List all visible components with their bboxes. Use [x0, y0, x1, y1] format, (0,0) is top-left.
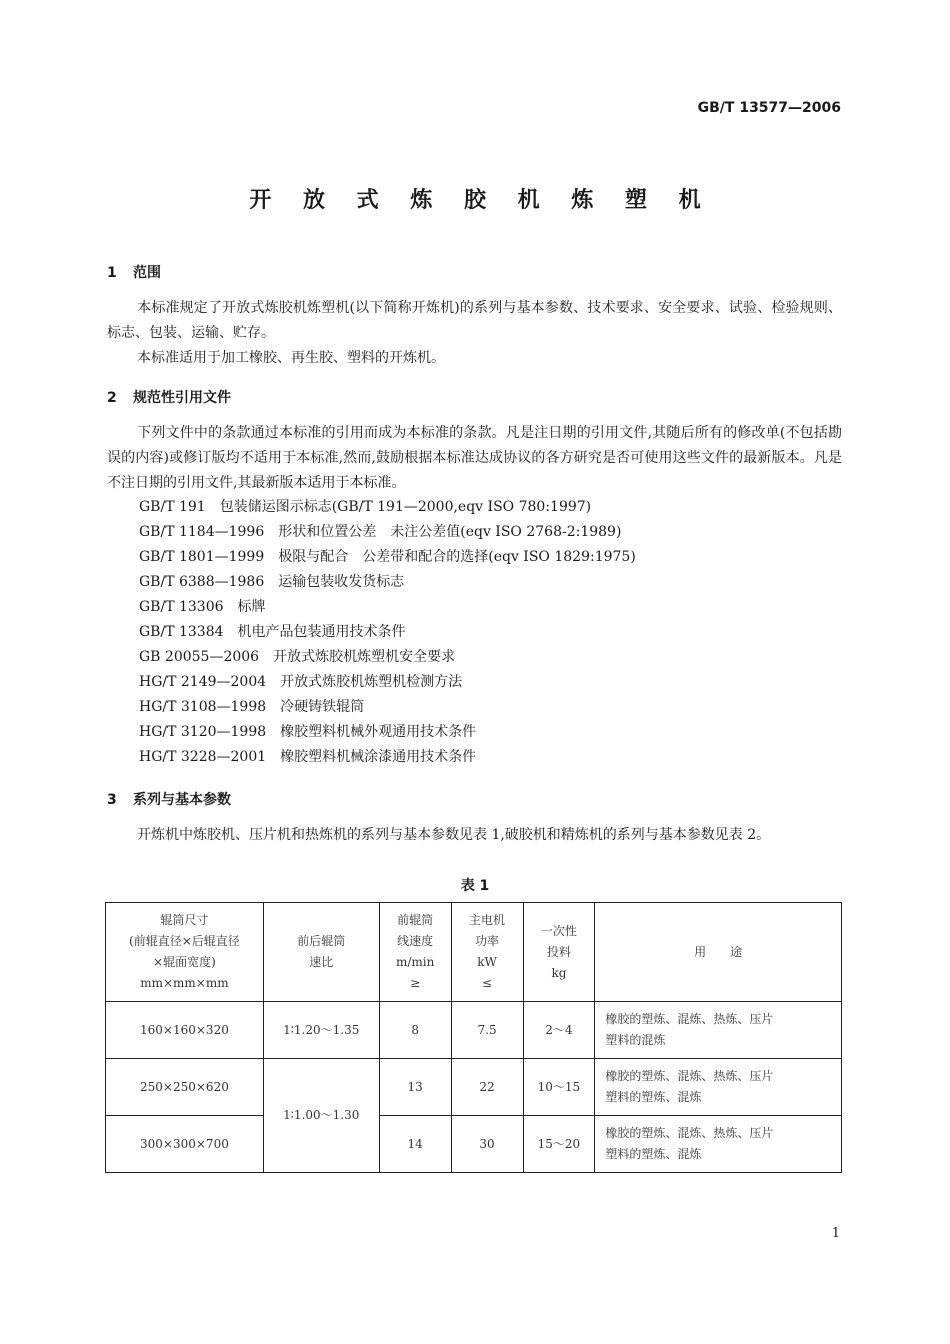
- standard-number: GB/T 13577—2006: [697, 100, 841, 116]
- paragraph-text: 本标准规定了开放式炼胶机炼塑机(以下简称开炼机)的系列与基本参数、技术要求、安全要求、试验、检验规则、标志、包装、运输、贮存。: [107, 300, 842, 341]
- cell-batch-load: 2～4: [523, 1002, 595, 1059]
- cell-line-speed: 13: [379, 1059, 451, 1116]
- header-batch-load: 一次性 投料 kg: [523, 903, 595, 1002]
- reference-item: GB/T 1801—1999 极限与配合 公差带和配合的选择(eqv ISO 1829:1975): [139, 549, 636, 565]
- section-title: 范围: [133, 265, 161, 281]
- cell-line-speed: 8: [379, 1002, 451, 1059]
- section-1-paragraph-2: [107, 346, 842, 371]
- cell-batch-load: 15～20: [523, 1116, 595, 1173]
- paragraph-text: 本标准适用于加工橡胶、再生胶、塑料的开炼机。: [137, 350, 445, 366]
- section-3-paragraph-1: [107, 823, 842, 848]
- reference-item: GB/T 191 包装储运图示标志(GB/T 191—2000,eqv ISO 780:1997): [139, 499, 592, 515]
- paragraph-text: 开炼机中炼胶机、压片机和热炼机的系列与基本参数见表 1,破胶机和精炼机的系列与基本参数见表 2。: [137, 827, 771, 843]
- section-3-heading: [107, 789, 231, 809]
- cell-roll-size: 250×250×620: [106, 1059, 264, 1116]
- cell-speed-ratio: 1∶1.20～1.35: [263, 1002, 379, 1059]
- reference-item: GB/T 1184—1996 形状和位置公差 未注公差值(eqv ISO 2768-2:1989): [139, 524, 622, 540]
- parameters-table: [105, 902, 842, 1173]
- section-number: 2: [107, 390, 117, 406]
- header-line-speed: 前辊筒 线速度 m/min ≥: [379, 903, 451, 1002]
- table-caption: 表 1: [460, 878, 490, 894]
- reference-item: GB/T 6388—1986 运输包装收发货标志: [139, 574, 405, 590]
- section-1-paragraph-1: [107, 296, 842, 346]
- header-usage: 用 途: [595, 903, 842, 1002]
- section-2-paragraph-1: [107, 421, 842, 496]
- reference-item: HG/T 2149—2004 开放式炼胶机炼塑机检测方法: [139, 674, 463, 690]
- section-title: 规范性引用文件: [133, 390, 231, 406]
- table-row: [106, 1059, 842, 1116]
- header-roll-size: 辊筒尺寸 (前辊直径×后辊直径 ×辊面宽度) mm×mm×mm: [106, 903, 264, 1002]
- table-row: [106, 1002, 842, 1059]
- cell-usage: 橡胶的塑炼、混炼、热炼、压片 塑料的塑炼、混炼: [595, 1059, 842, 1116]
- header-motor-power: 主电机 功率 kW ≤: [451, 903, 523, 1002]
- document-title: 开 放 式 炼 胶 机 炼 塑 机: [249, 188, 713, 213]
- section-1-heading: [107, 262, 161, 282]
- cell-motor-power: 30: [451, 1116, 523, 1173]
- cell-speed-ratio: 1∶1.00～1.30: [263, 1059, 379, 1173]
- section-number: 1: [107, 265, 117, 281]
- cell-usage: 橡胶的塑炼、混炼、热炼、压片 塑料的塑炼、混炼: [595, 1116, 842, 1173]
- paragraph-text: 下列文件中的条款通过本标准的引用而成为本标准的条款。凡是注日期的引用文件,其随后所有的修改单(不包括勘误的内容)或修订版均不适用于本标准,然而,鼓励根据本标准达成协议的各方研究是否可使用这些文件的最新版本。凡是不注日期的引用文件,其最新版本适用于本标准。: [107, 425, 842, 491]
- cell-motor-power: 7.5: [451, 1002, 523, 1059]
- section-title: 系列与基本参数: [133, 792, 231, 808]
- table-header-row: [106, 903, 842, 1002]
- cell-line-speed: 14: [379, 1116, 451, 1173]
- reference-item: GB/T 13384 机电产品包装通用技术条件: [139, 624, 406, 640]
- reference-item: HG/T 3228—2001 橡胶塑料机械涂漆通用技术条件: [139, 749, 477, 765]
- cell-batch-load: 10～15: [523, 1059, 595, 1116]
- cell-roll-size: 300×300×700: [106, 1116, 264, 1173]
- page-number: 1: [831, 1226, 840, 1241]
- cell-usage: 橡胶的塑炼、混炼、热炼、压片 塑料的混炼: [595, 1002, 842, 1059]
- table-row: [106, 1116, 842, 1173]
- reference-item: HG/T 3120—1998 橡胶塑料机械外观通用技术条件: [139, 724, 477, 740]
- cell-motor-power: 22: [451, 1059, 523, 1116]
- reference-item: GB 20055—2006 开放式炼胶机炼塑机安全要求: [139, 649, 456, 665]
- header-speed-ratio: 前后辊筒 速比: [263, 903, 379, 1002]
- section-2-heading: [107, 387, 231, 407]
- reference-item: GB/T 13306 标牌: [139, 599, 266, 615]
- section-number: 3: [107, 792, 117, 808]
- reference-item: HG/T 3108—1998 冷硬铸铁辊筒: [139, 699, 365, 715]
- cell-roll-size: 160×160×320: [106, 1002, 264, 1059]
